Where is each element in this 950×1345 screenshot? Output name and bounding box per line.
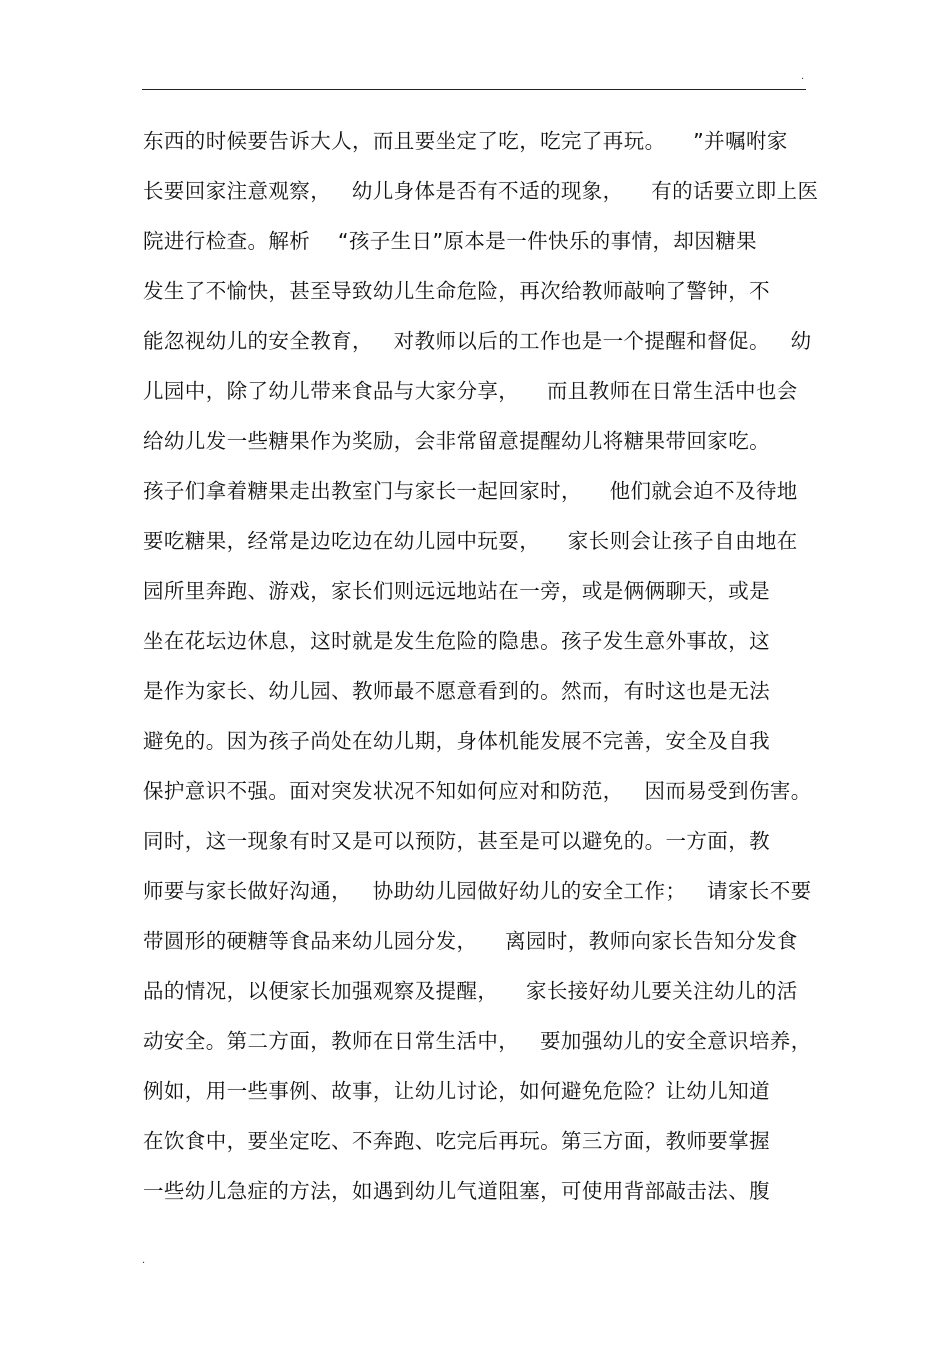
text-line: 师要与家长做好沟通， 协助幼儿园做好幼儿的安全工作； 请家长不要 — [143, 879, 812, 903]
text-line: 一些幼儿急症的方法，如遇到幼儿气道阻塞，可使用背部敲击法、腹 — [143, 1179, 770, 1203]
text-line: 在饮食中，要坐定吃、不奔跑、吃完后再玩。第三方面，教师要掌握 — [143, 1129, 770, 1153]
text-line: 是作为家长、幼儿园、教师最不愿意看到的。然而，有时这也是无法 — [143, 679, 770, 703]
body-text — [143, 121, 823, 1221]
text-line: 动安全。第二方面，教师在日常生活中， 要加强幼儿的安全意识培养， — [143, 1029, 812, 1053]
text-line: 同时，这一现象有时又是可以预防，甚至是可以避免的。一方面，教 — [143, 829, 770, 853]
header-rule — [142, 89, 806, 90]
text-line: 东西的时候要告诉大人，而且要坐定了吃，吃完了再玩。 ”并嘱咐家 — [143, 129, 788, 153]
text-line: 院进行检查。解析 “孩子生日”原本是一件快乐的事情，却因糖果 — [143, 229, 758, 253]
text-line: 发生了不愉快，甚至导致幼儿生命危险，再次给教师敲响了警钟，不 — [143, 279, 770, 303]
text-line: 带圆形的硬糖等食品来幼儿园分发， 离园时，教师向家长告知分发食 — [143, 929, 798, 953]
text-line: 园所里奔跑、游戏，家长们则远远地站在一旁，或是俩俩聊天，或是 — [143, 579, 770, 603]
text-line: 给幼儿发一些糖果作为奖励，会非常留意提醒幼儿将糖果带回家吃。 — [143, 429, 770, 453]
text-line: 长要回家注意观察， 幼儿身体是否有不适的现象， 有的话要立即上医 — [143, 179, 819, 203]
text-line: 要吃糖果，经常是边吃边在幼儿园中玩耍， 家长则会让孩子自由地在 — [143, 529, 798, 553]
text-line: 儿园中，除了幼儿带来食品与大家分享， 而且教师在日常生活中也会 — [143, 379, 798, 403]
bottom-marker: . — [142, 1255, 146, 1266]
text-line: 孩子们拿着糖果走出教室门与家长一起回家时， 他们就会迫不及待地 — [143, 479, 798, 503]
text-line: 避免的。因为孩子尚处在幼儿期，身体机能发展不完善，安全及自我 — [143, 729, 770, 753]
text-line: 例如，用一些事例、故事，让幼儿讨论，如何避免危险？让幼儿知道 — [143, 1079, 770, 1103]
text-line: 坐在花坛边休息，这时就是发生危险的隐患。孩子发生意外事故，这 — [143, 629, 770, 653]
top-marker: . — [801, 71, 805, 82]
text-line: 品的情况，以便家长加强观察及提醒， 家长接好幼儿要关注幼儿的活 — [143, 979, 798, 1003]
text-line: 能忽视幼儿的安全教育， 对教师以后的工作也是一个提醒和督促。 幼 — [143, 329, 812, 353]
text-line: 保护意识不强。面对突发状况不知如何应对和防范， 因而易受到伤害。 — [143, 779, 812, 803]
